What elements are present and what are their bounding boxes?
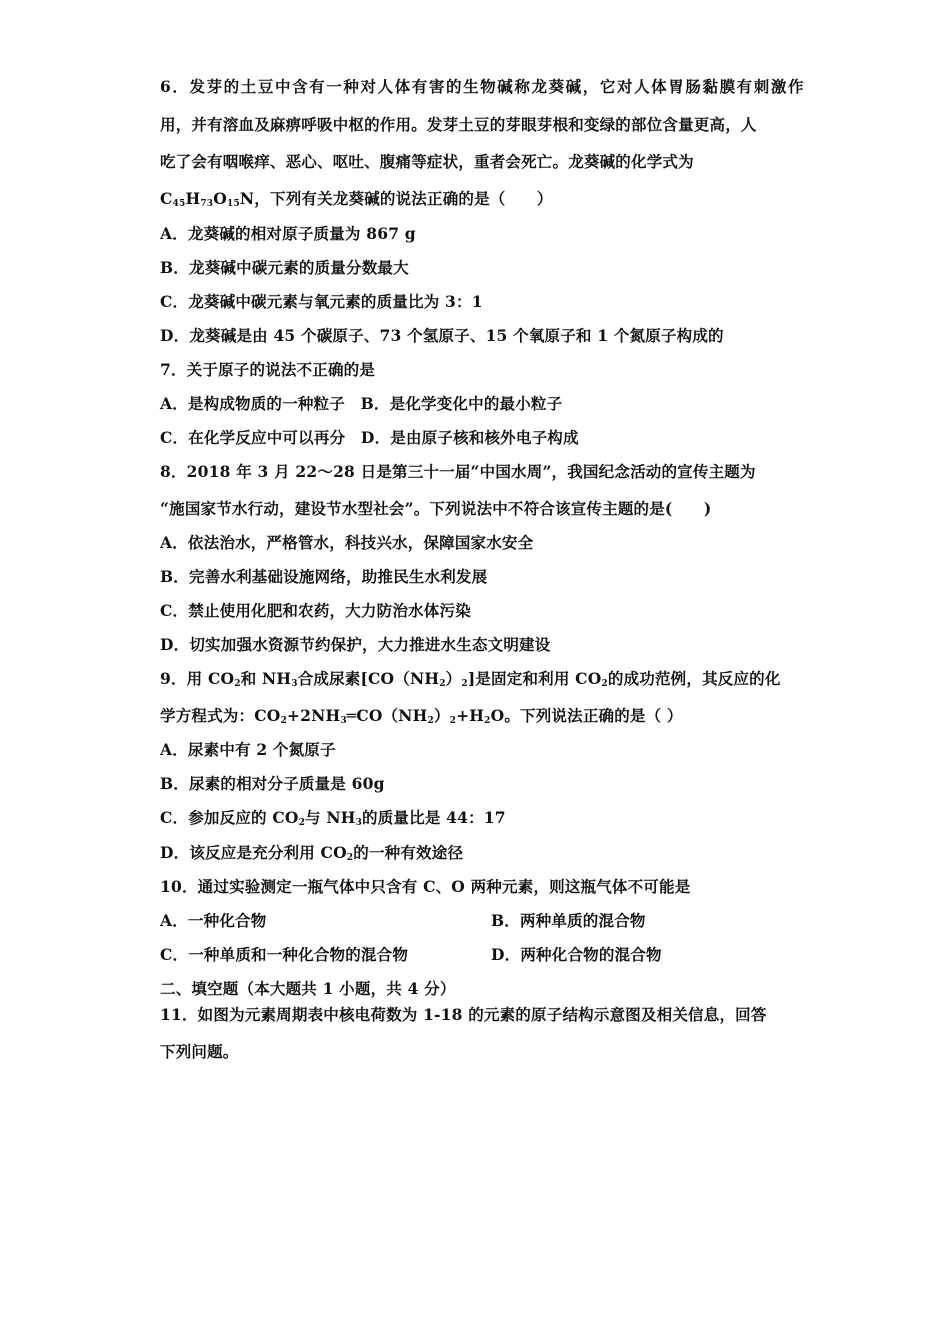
q9-text: 与 NH xyxy=(305,808,356,827)
q9-text: 合成尿素[CO（NH xyxy=(297,669,440,688)
subscript: 2 xyxy=(346,853,354,863)
q6-option-a: A．龙葵碱的相对原子质量为 867 g xyxy=(160,224,416,243)
q8-option-a: A．依法治水，严格管水，科技兴水，保障国家水安全 xyxy=(160,533,534,552)
formula-element-o: O xyxy=(213,189,227,208)
q6-stem-tail: ，下列有关龙葵碱的说法正确的是（ ） xyxy=(254,189,553,208)
q9-stem-line-1 xyxy=(160,669,781,689)
q9-text: D．该反应是充分利用 CO xyxy=(160,843,347,862)
q8-stem-line-2: “施国家节水行动，建设节水型社会”。下列说法中不符合该宣传主题的是( ) xyxy=(160,499,712,518)
formula-subscript: 73 xyxy=(200,199,214,209)
q9-option-b: B．尿素的相对分子质量是 60g xyxy=(160,774,385,793)
subscript: 3 xyxy=(340,716,347,726)
q10-option-a: A．一种化合物 xyxy=(160,911,267,930)
formula-subscript: 45 xyxy=(172,199,186,209)
formula-element-n: N xyxy=(239,189,255,208)
q8-option-d: D．切实加强水资源节约保护，大力推进水生态文明建设 xyxy=(160,635,551,654)
subscript: 2 xyxy=(298,818,306,828)
q6-option-d: D．龙葵碱是由 45 个碳原子、73 个氢原子、15 个氧原子和 1 个氮原子构成的 xyxy=(160,326,724,345)
q9-text: 学方程式为：CO xyxy=(160,706,281,725)
q9-text: +H xyxy=(456,706,485,725)
subscript: 2 xyxy=(461,679,468,689)
q7-stem: 7．关于原子的说法不正确的是 xyxy=(160,360,376,379)
q9-text: ═CO（NH xyxy=(346,706,428,725)
q9-text: +2NH xyxy=(286,706,341,725)
q10-option-c: C．一种单质和一种化合物的混合物 xyxy=(160,945,409,964)
q10-stem: 10．通过实验测定一瓶气体中只含有 C、O 两种元素，则这瓶气体不可能是 xyxy=(160,877,691,896)
subscript: 2 xyxy=(484,716,491,726)
section-title: 二、填空题（本大题共 1 小题，共 4 分） xyxy=(160,979,456,998)
q9-text: ） xyxy=(445,669,462,688)
q8-option-b: B．完善水利基础设施网络，助推民生水利发展 xyxy=(160,567,488,586)
q9-text: 的一种有效途径 xyxy=(353,843,464,862)
q9-option-d xyxy=(160,843,463,863)
subscript: 2 xyxy=(439,679,446,689)
q6-option-c: C．龙葵碱中碳元素与氧元素的质量比为 3：1 xyxy=(160,292,483,311)
q9-stem-line-2 xyxy=(160,706,683,726)
q10-option-d: D．两种化合物的混合物 xyxy=(491,945,662,964)
formula-element-h: H xyxy=(185,189,201,208)
q8-stem-line-1: 8．2018 年 3 月 22～28 日是第三十一届“中国水周”，我国纪念活动的宣传主题为 xyxy=(160,462,756,481)
subscript: 2 xyxy=(601,679,608,689)
subscript: 2 xyxy=(449,716,457,726)
q6-stem-line-4 xyxy=(160,189,553,209)
subscript: 3 xyxy=(291,679,298,689)
q9-text: 的质量比是 44：17 xyxy=(362,808,506,827)
q8-option-c: C．禁止使用化肥和农药，大力防治水体污染 xyxy=(160,601,471,620)
subscript: 2 xyxy=(280,716,287,726)
q9-option-a: A．尿素中有 2 个氮原子 xyxy=(160,740,336,759)
q9-text: 9．用 CO xyxy=(160,669,235,688)
q9-option-c xyxy=(160,808,506,828)
q6-stem-line-3: 吃了会有咽喉痒、恶心、呕吐、腹痛等症状，重者会死亡。龙葵碱的化学式为 xyxy=(160,152,694,171)
q11-stem-line-2: 下列问题。 xyxy=(160,1042,239,1061)
q9-text: O。下列说法正确的是（ ） xyxy=(490,706,683,725)
subscript: 3 xyxy=(355,818,363,828)
subscript: 2 xyxy=(427,716,434,726)
q6-stem-line-1: 6．发芽的土豆中含有一种对人体有害的生物碱称龙葵碱，它对人体胃肠黏膜有刺激作 xyxy=(160,77,806,96)
q6-stem-line-2: 用，并有溶血及麻痹呼吸中枢的作用。发芽土豆的芽眼芽根和变绿的部位含量更高，人 xyxy=(160,115,757,134)
q9-text: ]是固定和利用 CO xyxy=(467,669,602,688)
q6-option-b: B．龙葵碱中碳元素的质量分数最大 xyxy=(160,258,409,277)
formula-element-c: C xyxy=(160,189,173,208)
q7-options-cd: C．在化学反应中可以再分 D．是由原子核和核外电子构成 xyxy=(160,428,579,447)
q9-text: 和 NH xyxy=(240,669,292,688)
q9-text: C．参加反应的 CO xyxy=(160,808,299,827)
subscript: 2 xyxy=(234,679,241,689)
q9-text: 的成功范例，其反应的化 xyxy=(607,669,781,688)
q10-option-b: B．两种单质的混合物 xyxy=(491,911,646,930)
q11-stem-line-1: 11．如图为元素周期表中核电荷数为 1-18 的元素的原子结构示意图及相关信息，回答 xyxy=(160,1005,767,1024)
q7-options-ab: A．是构成物质的一种粒子 B．是化学变化中的最小粒子 xyxy=(160,394,563,413)
q9-text: ） xyxy=(433,706,450,725)
formula-subscript: 15 xyxy=(226,199,240,209)
